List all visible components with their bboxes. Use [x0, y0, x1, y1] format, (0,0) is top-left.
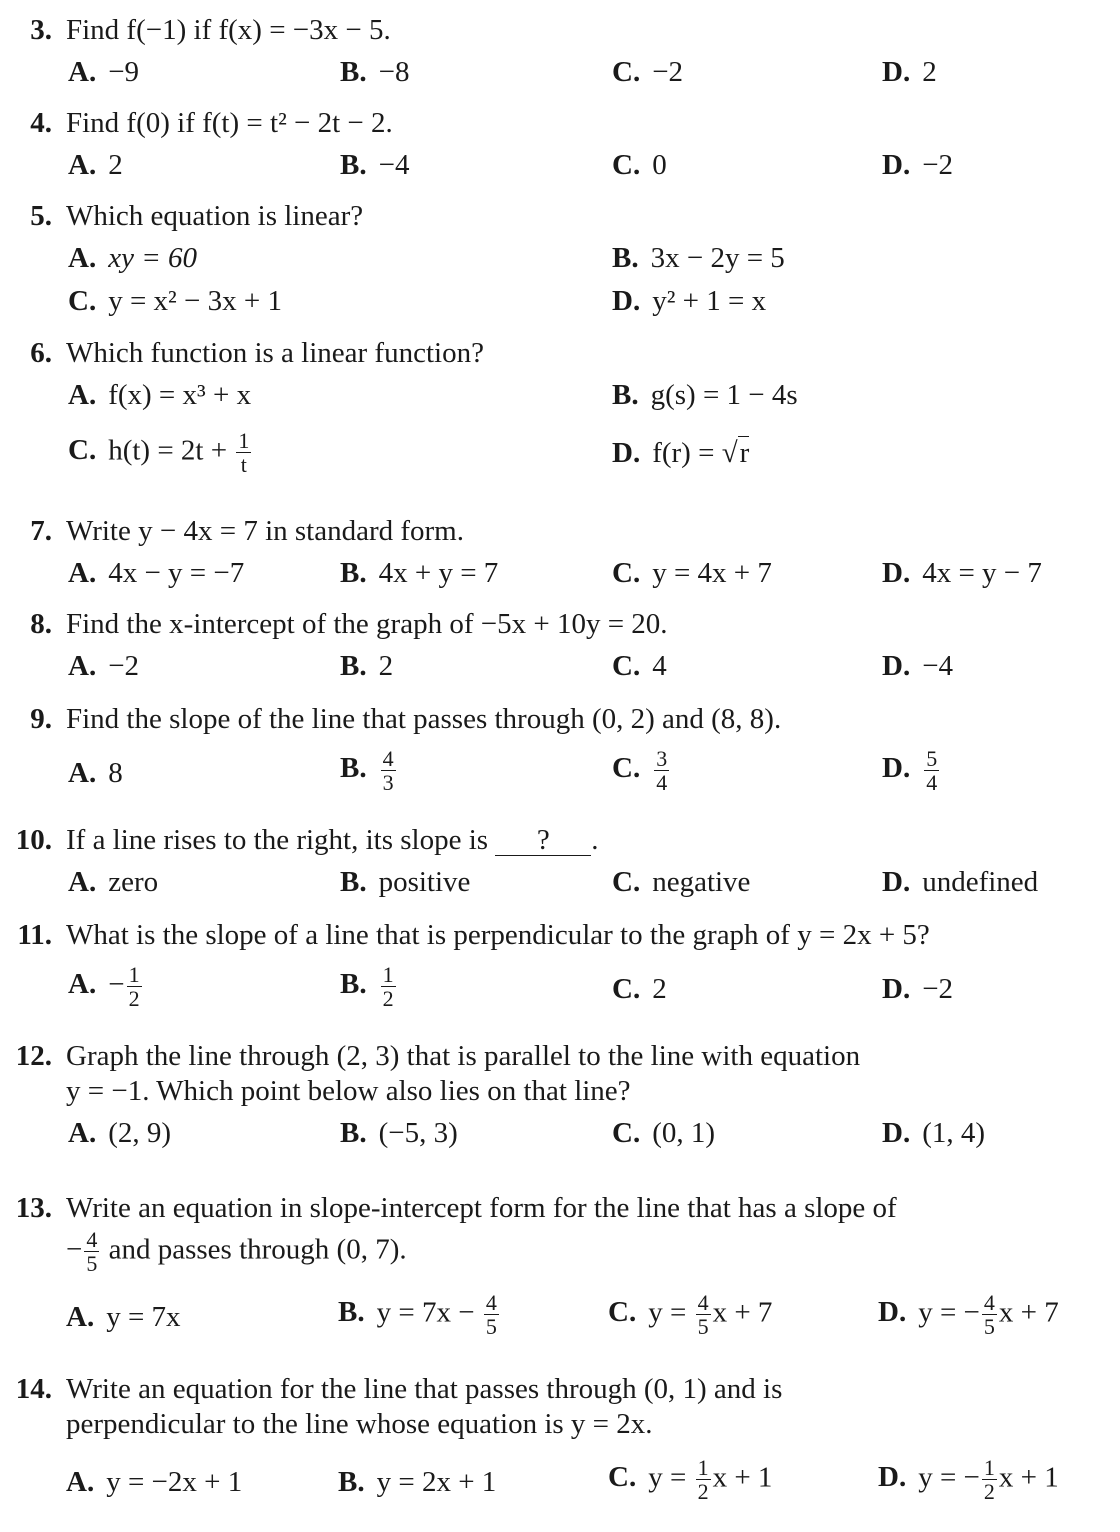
fraction: $\frac{1}{2}$ [697, 1455, 709, 1505]
option-c[interactable]: C. $\frac{3}{4}$ [612, 746, 668, 796]
option-c[interactable]: C. 2 [612, 973, 667, 1005]
question-stem: Find the slope of the line that passes through (0, 2) and (8, 8). [66, 703, 782, 735]
option-d[interactable]: D. 2 [882, 56, 937, 88]
question-number: 7. [30, 515, 52, 547]
question-number: 11. [17, 919, 52, 951]
question-number: 8. [30, 608, 52, 640]
fraction: $\frac{4}{5}$ [86, 1227, 98, 1277]
question-number: 6. [30, 337, 52, 369]
option-a[interactable]: A. zero [68, 866, 159, 898]
question-number: 9. [30, 703, 52, 735]
option-a[interactable]: A. y = 7x [66, 1301, 181, 1333]
option-b[interactable]: B. 2 [340, 650, 394, 682]
option-c[interactable]: C. 4 [612, 650, 667, 682]
option-d[interactable]: D. f(r) = √r [612, 437, 750, 469]
question-stem: Write an equation in slope-intercept form for the line that has a slope of [66, 1192, 897, 1224]
question-stem: If a line rises to the right, its slope is ? . [66, 824, 599, 856]
option-b[interactable]: B. (−5, 3) [340, 1117, 458, 1149]
option-a[interactable]: A. − $\frac{1}{2}$ [68, 962, 140, 1012]
question-number: 10. [15, 824, 52, 856]
option-b[interactable]: B. y = 7x − $\frac{4}{5}$ [338, 1290, 497, 1340]
option-c[interactable]: C. (0, 1) [612, 1117, 716, 1149]
question-number: 12. [15, 1040, 52, 1072]
option-b[interactable]: B. −8 [340, 56, 410, 88]
option-c[interactable]: C. 0 [612, 149, 667, 181]
option-b[interactable]: B. g(s) = 1 − 4s [612, 379, 798, 411]
option-c[interactable]: C. −2 [612, 56, 684, 88]
fraction: $\frac{1}{2}$ [983, 1455, 995, 1505]
option-d[interactable]: D. (1, 4) [882, 1117, 986, 1149]
option-b[interactable]: B. positive [340, 866, 471, 898]
option-a[interactable]: A. 4x − y = −7 [68, 557, 245, 589]
option-b[interactable]: B. $\frac{1}{2}$ [340, 962, 394, 1012]
answer-blank: ? [495, 826, 591, 856]
fraction: $\frac{4}{3}$ [382, 746, 394, 796]
option-c[interactable]: C. h(t) = 2t + $\frac{1}{t}$ [68, 428, 250, 478]
question-stem: Write an equation for the line that passes through (0, 1) and is [66, 1373, 783, 1405]
option-d[interactable]: D. undefined [882, 866, 1039, 898]
question-stem: What is the slope of a line that is perpendicular to the graph of y = 2x + 5? [66, 919, 930, 951]
question-stem: Write y − 4x = 7 in standard form. [66, 515, 464, 547]
option-a[interactable]: A. f(x) = x³ + x [68, 379, 252, 411]
option-a[interactable]: A. 8 [68, 757, 123, 789]
fraction: $\frac{1}{2}$ [128, 962, 140, 1012]
option-d[interactable]: D. −4 [882, 650, 954, 682]
question-stem: Which equation is linear? [66, 200, 364, 232]
question-number: 14. [15, 1373, 52, 1405]
fraction: $\frac{4}{5}$ [485, 1290, 497, 1340]
option-a[interactable]: A. −2 [68, 650, 140, 682]
option-d[interactable]: D. 4x = y − 7 [882, 557, 1042, 589]
option-d[interactable]: D. −2 [882, 973, 954, 1005]
question-number: 3. [30, 14, 52, 46]
question-number: 13. [15, 1192, 52, 1224]
fraction: $\frac{4}{5}$ [983, 1290, 995, 1340]
fraction: $\frac{5}{4}$ [926, 746, 938, 796]
question-stem: Find f(0) if f(t) = t² − 2t − 2. [66, 107, 393, 139]
option-d[interactable]: D. y² + 1 = x [612, 285, 767, 317]
option-c[interactable]: C. y = $\frac{4}{5}$ x + 7 [608, 1290, 773, 1340]
option-c[interactable]: C. y = 4x + 7 [612, 557, 772, 589]
question-number: 4. [30, 107, 52, 139]
question-stem: Find the x-intercept of the graph of −5x + 10y = 20. [66, 608, 668, 640]
question-stem: Which function is a linear function? [66, 337, 484, 369]
fraction: $\frac{1}{2}$ [382, 962, 394, 1012]
fraction: $\frac{1}{t}$ [238, 428, 250, 478]
option-c[interactable]: C. negative [612, 866, 751, 898]
option-d[interactable]: D. y = − $\frac{4}{5}$ x + 7 [878, 1290, 1059, 1340]
fraction: $\frac{4}{5}$ [697, 1290, 709, 1340]
option-c[interactable]: C. y = x² − 3x + 1 [68, 285, 282, 317]
option-d[interactable]: D. $\frac{5}{4}$ [882, 746, 938, 796]
option-b[interactable]: B. y = 2x + 1 [338, 1466, 497, 1498]
question-stem-line2: − $\frac{4}{5}$ and passes through (0, 7). [66, 1227, 407, 1277]
option-d[interactable]: D. y = − $\frac{1}{2}$ x + 1 [878, 1455, 1059, 1505]
option-b[interactable]: B. $\frac{4}{3}$ [340, 746, 394, 796]
option-b[interactable]: B. 4x + y = 7 [340, 557, 499, 589]
fraction: $\frac{3}{4}$ [656, 746, 668, 796]
option-a[interactable]: A. −9 [68, 56, 140, 88]
option-d[interactable]: D. −2 [882, 149, 954, 181]
option-a[interactable]: A. 2 [68, 149, 123, 181]
option-a[interactable]: A. xy = 60 [68, 242, 198, 274]
option-c[interactable]: C. y = $\frac{1}{2}$ x + 1 [608, 1455, 773, 1505]
option-a[interactable]: A. y = −2x + 1 [66, 1466, 243, 1498]
question-number: 5. [30, 200, 52, 232]
option-b[interactable]: B. 3x − 2y = 5 [612, 242, 785, 274]
question-stem-line2: perpendicular to the line whose equation is y = 2x. [66, 1408, 653, 1440]
option-b[interactable]: B. −4 [340, 149, 410, 181]
option-a[interactable]: A. (2, 9) [68, 1117, 172, 1149]
question-stem: Find f(−1) if f(x) = −3x − 5. [66, 14, 391, 46]
question-stem-line2: y = −1. Which point below also lies on that line? [66, 1075, 631, 1107]
question-stem: Graph the line through (2, 3) that is parallel to the line with equation [66, 1040, 861, 1072]
